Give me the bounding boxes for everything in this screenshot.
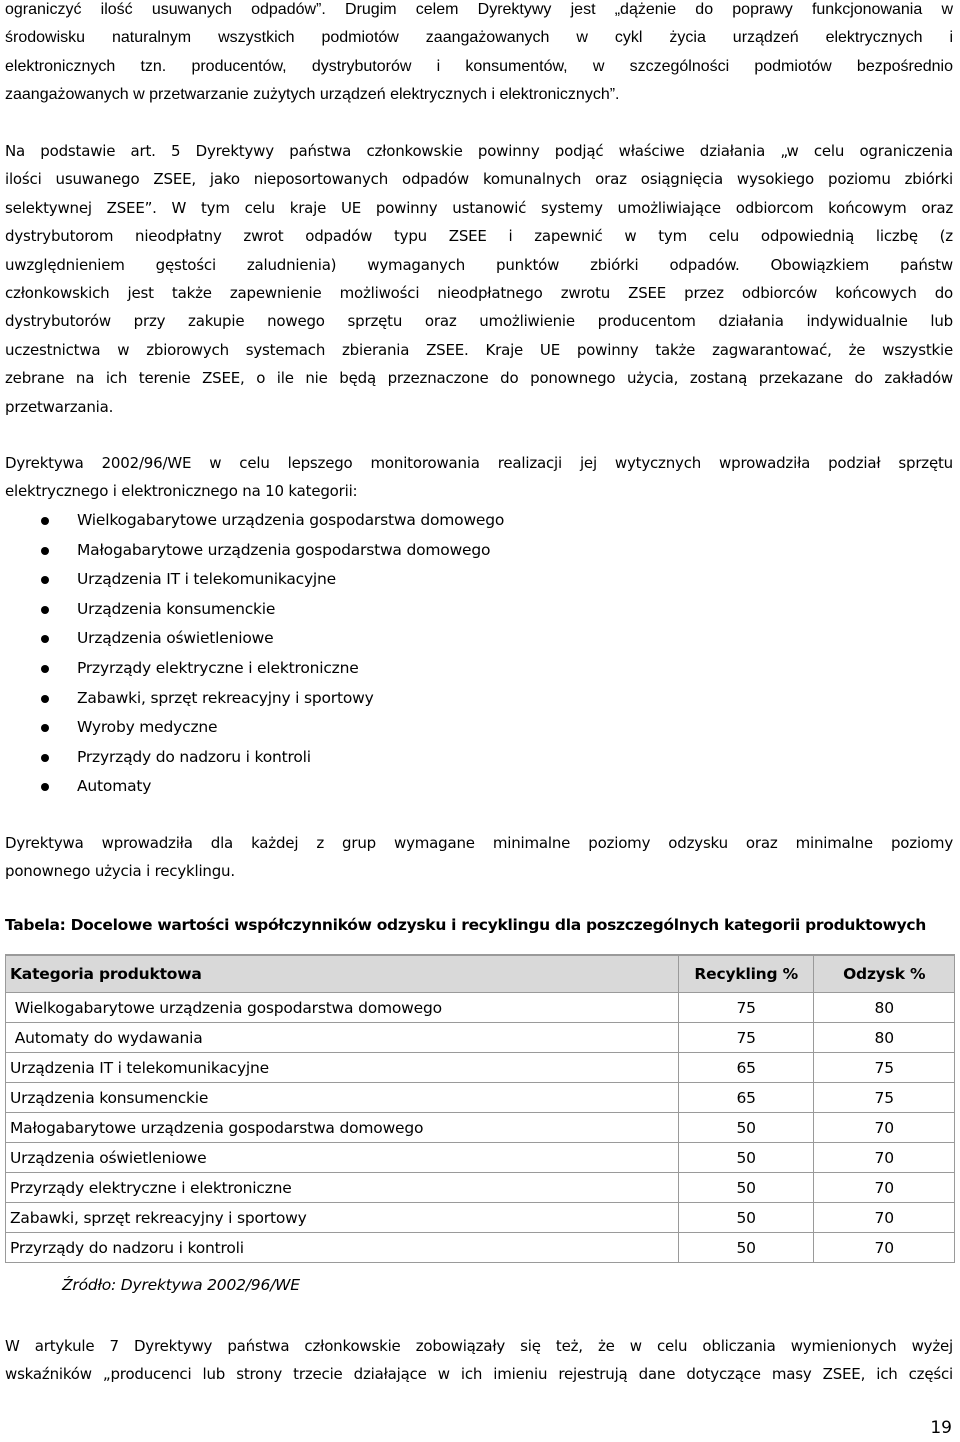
- list-item-label: Małogabarytowe urządzenia gospodarstwa domowego: [77, 540, 491, 559]
- list-item: [5, 506, 705, 536]
- bullet-icon: [41, 517, 49, 525]
- header-recycling: Recykling %: [678, 955, 813, 993]
- art5-line: selektywnej ZSEE”. W tym celu kraje UE powinny ustanowić systemy umożliwiające odbiorcom końcowym oraz: [5, 198, 953, 217]
- levels-intro-line: ponownego użycia i recyklingu.: [5, 862, 235, 881]
- cell-category: Wielkogabarytowe urządzenia gospodarstwa domowego: [6, 993, 679, 1023]
- art7-paragraph: [5, 1332, 953, 1389]
- list-item: [5, 595, 705, 625]
- list-item: [5, 565, 705, 595]
- art5-line: przetwarzania.: [5, 397, 114, 416]
- cell-category: Zabawki, sprzęt rekreacyjny i sportowy: [6, 1203, 679, 1233]
- table-row: [6, 1083, 955, 1113]
- bullet-icon: [41, 576, 49, 584]
- bullet-icon: [41, 606, 49, 614]
- categories-intro-line: elektrycznego i elektronicznego na 10 kategorii:: [5, 482, 358, 501]
- table-header-row: [6, 955, 955, 993]
- list-item-label: Przyrządy do nadzoru i kontroli: [77, 747, 311, 766]
- list-item: [5, 713, 705, 743]
- list-item: [5, 654, 705, 684]
- table-source: Źródło: Dyrektywa 2002/96/WE: [62, 1276, 300, 1294]
- list-item: [5, 743, 705, 773]
- art5-line: uwzględnieniem gęstości zaludnienia) wymaganych punktów zbiórki odpadów. Obowiązkiem państw: [5, 255, 953, 274]
- page-number: 19: [930, 1418, 952, 1438]
- levels-intro-paragraph: [5, 829, 953, 886]
- cell-recycling: 50: [678, 1113, 813, 1143]
- cell-recycling: 75: [678, 1023, 813, 1053]
- table-row: [6, 1233, 955, 1263]
- categories-intro-paragraph: [5, 449, 953, 506]
- bullet-icon: [41, 754, 49, 762]
- recovery-recycling-table: [5, 954, 955, 1263]
- cell-recovery: 75: [814, 1053, 955, 1083]
- list-item-label: Urządzenia konsumenckie: [77, 599, 276, 618]
- cell-recovery: 70: [814, 1173, 955, 1203]
- art5-line: Na podstawie art. 5 Dyrektywy państwa członkowskie powinny podjąć właściwe działania „w celu ograniczenia: [5, 142, 953, 160]
- intro-line: zaangażowanych w przetwarzanie zużytych urządzeń elektrycznych i elektronicznych”.: [5, 86, 620, 104]
- list-item-label: Automaty: [77, 777, 152, 796]
- cell-category: Urządzenia IT i telekomunikacyjne: [6, 1053, 679, 1083]
- cell-recycling: 50: [678, 1143, 813, 1173]
- bullet-icon: [41, 547, 49, 555]
- table-row: [6, 1053, 955, 1083]
- cell-recovery: 70: [814, 1113, 955, 1143]
- header-recovery: Odzysk %: [814, 955, 955, 993]
- intro-line: elektronicznych tzn. producentów, dystrybutorów i konsumentów, w szczególności podmiotów bezpośrednio: [5, 57, 953, 75]
- category-list: [5, 506, 705, 802]
- table-row: [6, 1203, 955, 1233]
- cell-category: Urządzenia oświetleniowe: [6, 1143, 679, 1173]
- art5-line: ilości usuwanego ZSEE, jako nieposortowanych odpadów komunalnych oraz osiągnięcia wysokiego poziomu zbiórki: [5, 170, 953, 189]
- bullet-icon: [41, 665, 49, 673]
- art5-line: członkowskich jest także zapewnienie możliwości nieodpłatnego zwrotu ZSEE przez odbiorców końcowych do: [5, 284, 953, 303]
- cell-recovery: 80: [814, 993, 955, 1023]
- art5-line: dystrybutorom nieodpłatny zwrot odpadów typu ZSEE i zapewnić w tym celu odpowiednią liczbę (z: [5, 227, 953, 246]
- list-item: [5, 536, 705, 566]
- table-row: [6, 993, 955, 1023]
- art7-line: W artykule 7 Dyrektywy państwa członkowskie zobowiązały się też, że w celu obliczania wymienionych wyżej: [5, 1337, 953, 1355]
- cell-recycling: 75: [678, 993, 813, 1023]
- cell-recycling: 65: [678, 1083, 813, 1113]
- header-category: Kategoria produktowa: [6, 955, 679, 993]
- art7-line: wskaźników „producenci lub strony trzecie działające w ich imieniu rejestrują dane dotyczące masy ZSEE, ich części: [5, 1365, 953, 1384]
- cell-recycling: 50: [678, 1173, 813, 1203]
- cell-recycling: 50: [678, 1233, 813, 1263]
- cell-recovery: 70: [814, 1203, 955, 1233]
- cell-recovery: 75: [814, 1083, 955, 1113]
- list-item: [5, 624, 705, 654]
- list-item-label: Zabawki, sprzęt rekreacyjny i sportowy: [77, 688, 374, 707]
- list-item-label: Urządzenia IT i telekomunikacyjne: [77, 570, 336, 589]
- cell-recycling: 50: [678, 1203, 813, 1233]
- cell-category: Małogabarytowe urządzenia gospodarstwa domowego: [6, 1113, 679, 1143]
- art5-line: uczestnictwa w zbiorowych systemach zbierania ZSEE. Kraje UE powinny także zagwarantować, że wszystkie: [5, 340, 953, 359]
- cell-recovery: 70: [814, 1233, 955, 1263]
- bullet-icon: [41, 695, 49, 703]
- cell-recovery: 70: [814, 1143, 955, 1173]
- table-row: [6, 1173, 955, 1203]
- cell-category: Przyrządy elektryczne i elektroniczne: [6, 1173, 679, 1203]
- table-row: [6, 1143, 955, 1173]
- table-title: Tabela: Docelowe wartości współczynników odzysku i recyklingu dla poszczególnych kategorii produktowych: [5, 916, 927, 934]
- bullet-icon: [41, 783, 49, 791]
- list-item-label: Wielkogabarytowe urządzenia gospodarstwa domowego: [77, 511, 505, 529]
- intro-paragraph: [5, 0, 953, 110]
- cell-category: Przyrządy do nadzoru i kontroli: [6, 1233, 679, 1263]
- cell-category: Automaty do wydawania: [6, 1023, 679, 1053]
- table-row: [6, 1023, 955, 1053]
- list-item-label: Przyrządy elektryczne i elektroniczne: [77, 658, 359, 677]
- levels-intro-line: Dyrektywa wprowadziła dla każdej z grup wymagane minimalne poziomy odzysku oraz minimalne poziomy: [5, 834, 953, 852]
- bullet-icon: [41, 724, 49, 732]
- intro-line: środowisku naturalnym wszystkich podmiotów zaangażowanych w cykl życia urządzeń elektrycznych i: [5, 29, 953, 47]
- art5-line: zebrane na ich terenie ZSEE, o ile nie będą przeznaczone do ponownego użycia, zostaną przekazane do zakładów: [5, 369, 953, 388]
- categories-intro-line: Dyrektywa 2002/96/WE w celu lepszego monitorowania realizacji jej wytycznych wprowadziła podział sprzętu: [5, 454, 953, 472]
- list-item: [5, 684, 705, 714]
- intro-line: ograniczyć ilość usuwanych odpadów”. Drugim celem Dyrektywy jest „dążenie do poprawy funkcjonowania w: [5, 1, 953, 18]
- list-item-label: Wyroby medyczne: [77, 718, 218, 737]
- list-item: [5, 772, 705, 802]
- art5-paragraph: [5, 137, 953, 421]
- bullet-icon: [41, 635, 49, 643]
- table-row: [6, 1113, 955, 1143]
- cell-category: Urządzenia konsumenckie: [6, 1083, 679, 1113]
- cell-recovery: 80: [814, 1023, 955, 1053]
- cell-recycling: 65: [678, 1053, 813, 1083]
- list-item-label: Urządzenia oświetleniowe: [77, 629, 274, 648]
- art5-line: dystrybutorów przy zakupie nowego sprzętu oraz umożliwienie producentom działania indywidualnie lub: [5, 312, 953, 331]
